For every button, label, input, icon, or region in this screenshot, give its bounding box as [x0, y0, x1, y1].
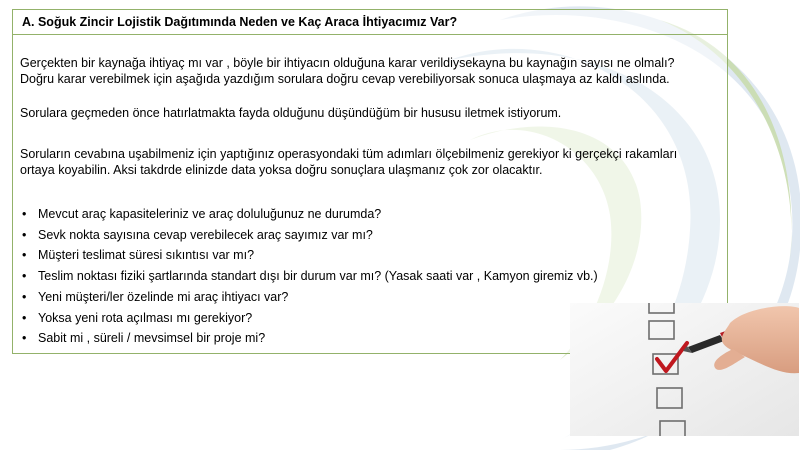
question-text: Yeni müşteri/ler özelinde mi araç ihtiyacı var?	[38, 289, 289, 304]
question-text: Teslim noktası fiziki şartlarında standart dışı bir durum var mı? (Yasak saati var , Kamyon giremiz vb.)	[38, 269, 598, 284]
slide-heading: A. Soğuk Zincir Lojistik Dağıtımında Neden ve Kaç Araca İhtiyacımız Var?	[13, 10, 727, 35]
list-item	[20, 328, 598, 349]
bullet-icon: •	[22, 331, 27, 346]
list-item	[20, 308, 598, 329]
list-item	[20, 287, 598, 308]
question-text: Sevk nokta sayısına cevap verebilecek araç sayımız var mı?	[38, 227, 373, 242]
question-text: Sabit mi , süreli / mevsimsel bir proje mi?	[38, 331, 266, 346]
question-text: Müşteri teslimat süresi sıkıntısı var mı?	[38, 248, 255, 263]
bullet-icon: •	[22, 269, 27, 284]
list-item	[20, 204, 598, 225]
bullet-icon: •	[22, 227, 27, 242]
reminder-paragraph: Sorulara geçmeden önce hatırlatmakta fayda olduğunu düşündüğüm bir hususu iletmek istiyorum.	[20, 106, 562, 120]
question-text: Yoksa yeni rota açılması mı gerekiyor?	[38, 310, 253, 325]
question-list	[20, 204, 598, 349]
list-item	[20, 225, 598, 246]
question-text: Mevcut araç kapasiteleriniz ve araç doluluğunuz ne durumda?	[38, 207, 382, 221]
list-item	[20, 266, 598, 287]
bullet-icon: •	[22, 289, 27, 304]
bullet-icon: •	[22, 207, 27, 221]
bullet-icon: •	[22, 248, 27, 263]
bullet-icon: •	[22, 310, 27, 325]
intro-paragraph: Gerçekten bir kaynağa ihtiyaç mı var , böyle bir ihtiyacın olduğuna karar verildiysekayna bu kaynağın sayısı ne olmalı? Doğru karar verebilmek için aşağıda yazdığım sorulara doğru cevap verebiliyorsak sonuca ulaşmaya az kaldı aslında.	[20, 56, 675, 86]
checklist-photo	[570, 303, 799, 436]
checklist-illustration	[570, 303, 799, 436]
measurement-paragraph: Soruların cevabına uşabilmeniz için yaptığınız operasyondaki tüm adımları ölçebilmeniz gerekiyor ki gerçekçi rakamları ortaya koyabilin. Aksi takdrde elinizde data yoksa doğru sonuçlara ulaşmanız çok zor olacaktır.	[20, 147, 678, 177]
list-item	[20, 245, 598, 266]
